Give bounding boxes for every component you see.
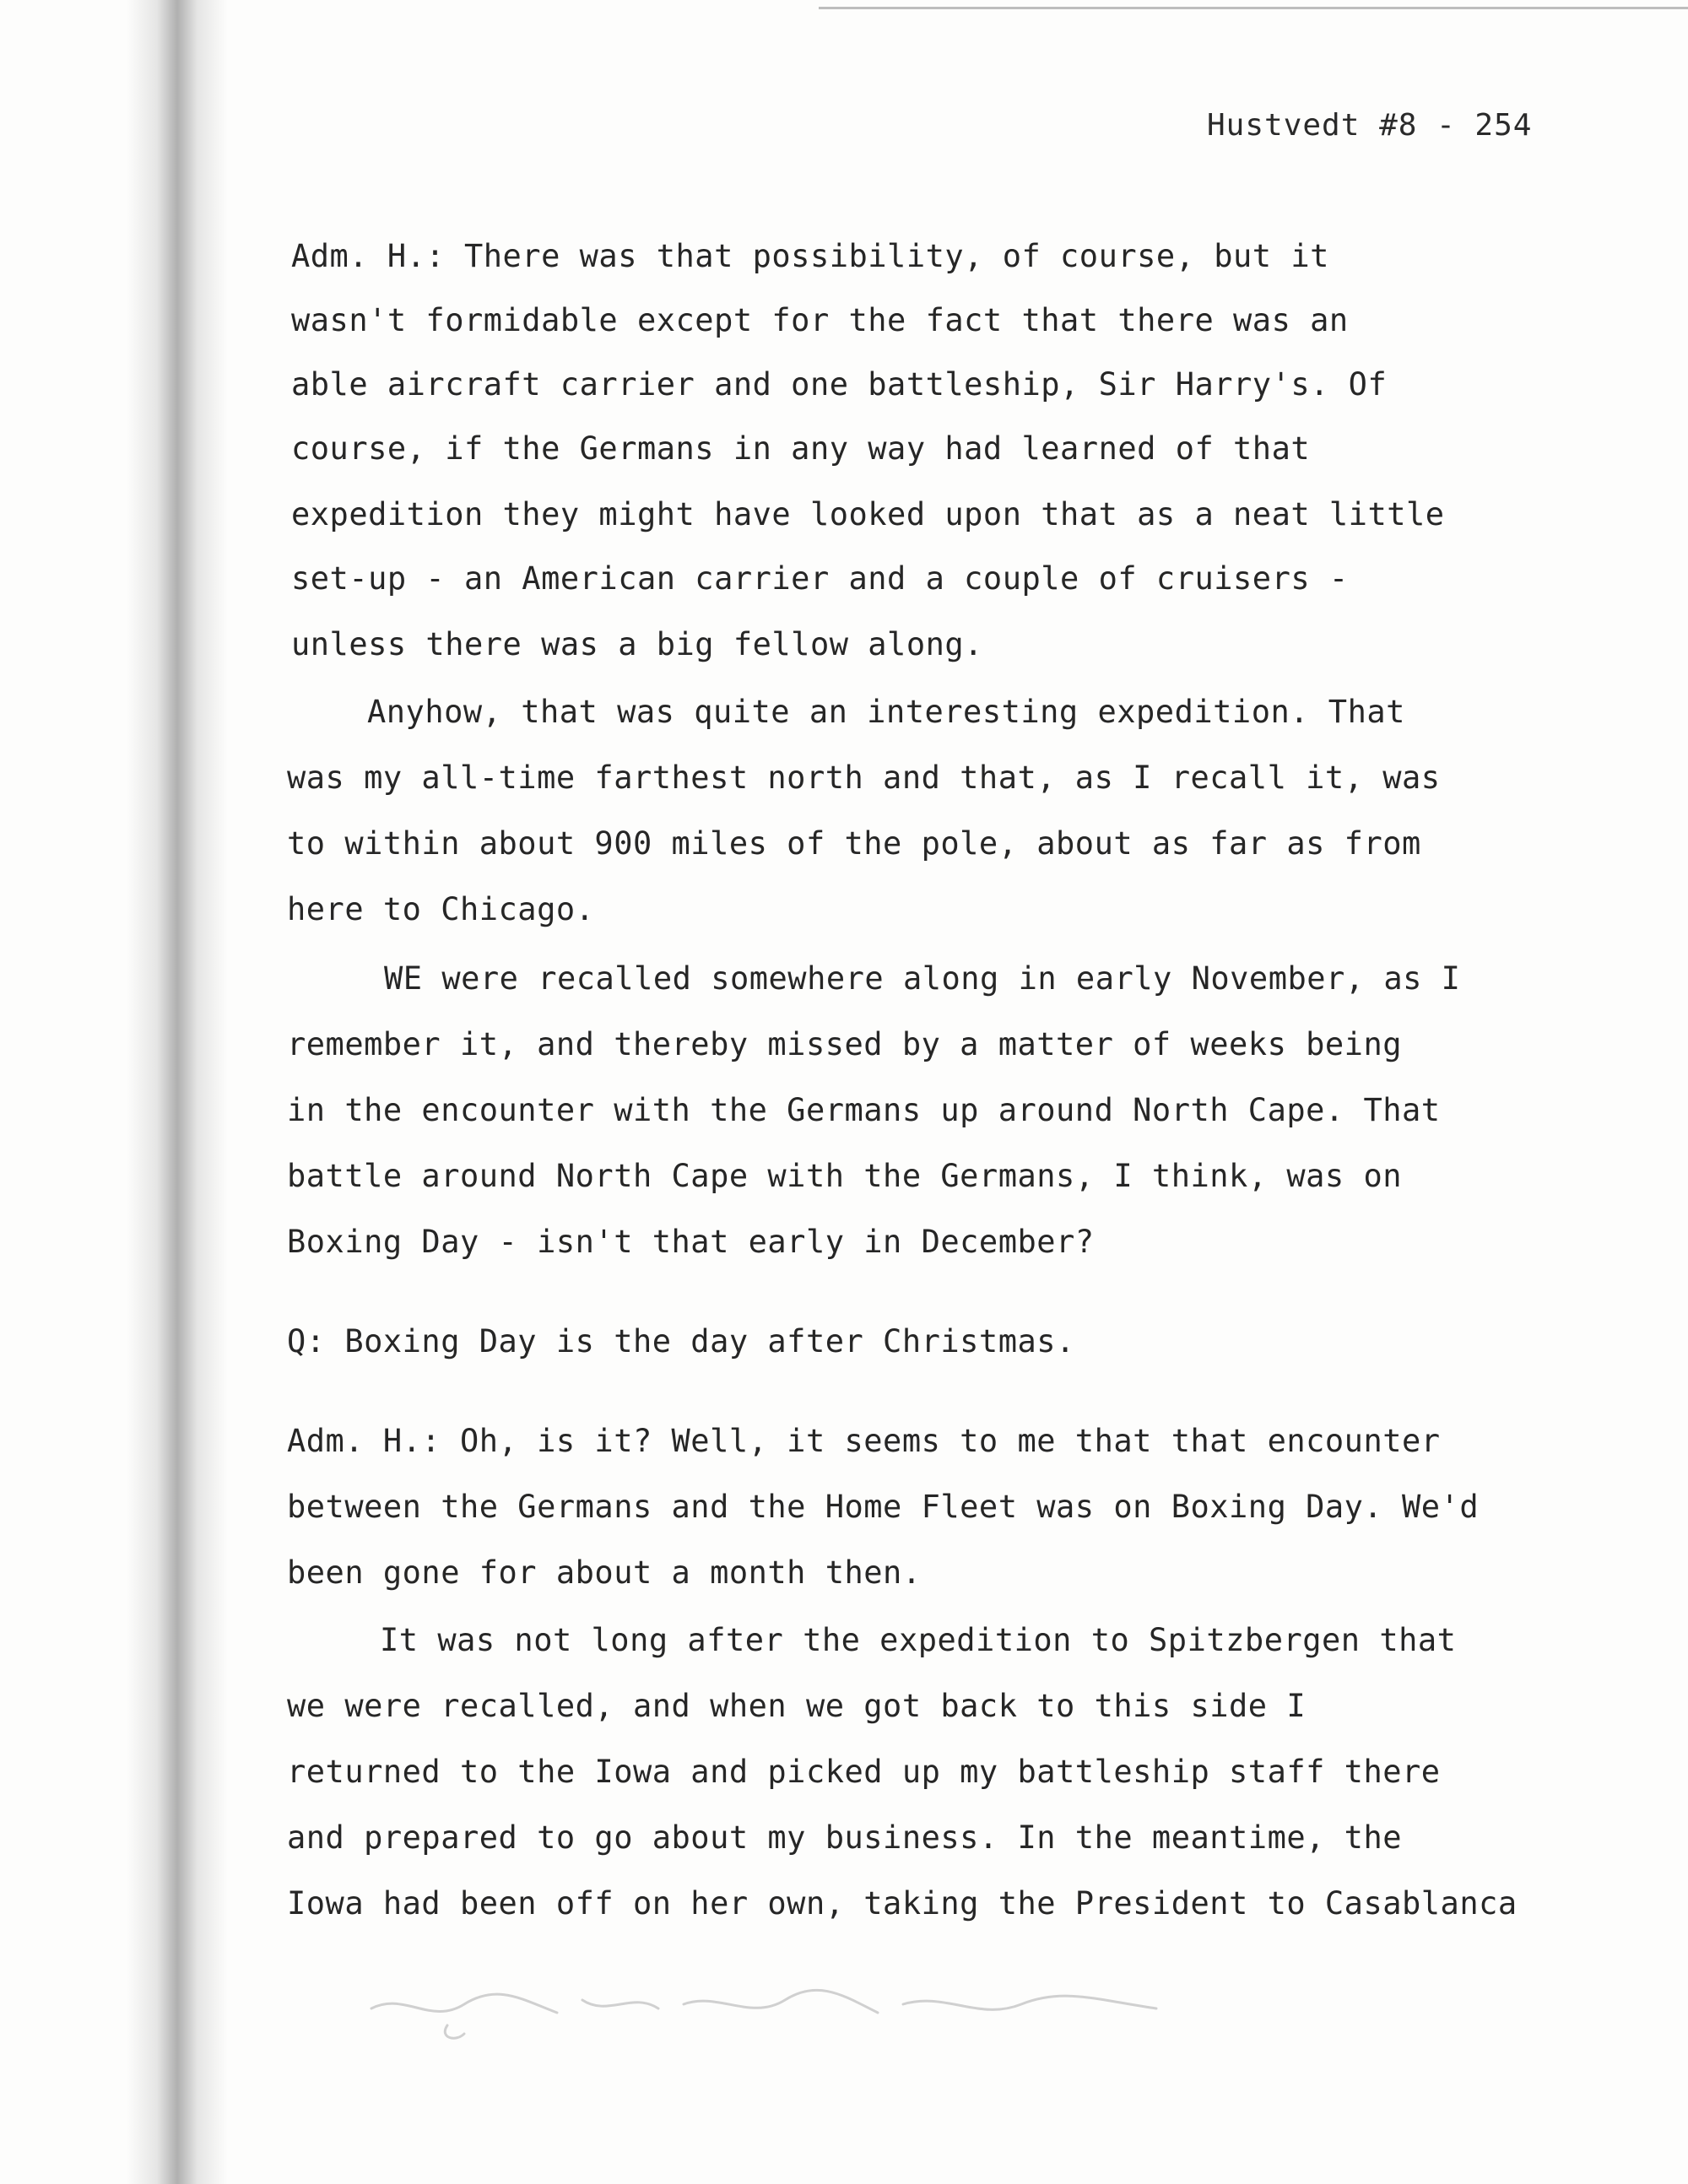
transcript-line: Adm. H.: There was that possibility, of course, but it [291, 238, 1329, 274]
transcript-line: returned to the Iowa and picked up my battleship staff there [287, 1754, 1441, 1790]
transcript-line: unless there was a big fellow along. [291, 626, 983, 662]
transcript-line: in the encounter with the Germans up around North Cape. That [287, 1092, 1441, 1128]
transcript-line: to within about 900 miles of the pole, about as far as from [287, 825, 1421, 862]
transcript-line: Adm. H.: Oh, is it? Well, it seems to me that that encounter [287, 1423, 1441, 1459]
transcript-line: here to Chicago. [287, 891, 595, 927]
transcript-line: and prepared to go about my business. In the meantime, the [287, 1819, 1403, 1856]
transcript-line: able aircraft carrier and one battleship, Sir Harry's. Of [291, 366, 1388, 403]
transcript-line: battle around North Cape with the Germans, I think, was on [287, 1158, 1403, 1194]
transcript-line: expedition they might have looked upon that as a neat little [291, 496, 1445, 532]
transcript-line: WE were recalled somewhere along in early November, as I [384, 960, 1461, 997]
transcript-line: between the Germans and the Home Fleet was on Boxing Day. We'd [287, 1489, 1480, 1525]
transcript-line: wasn't formidable except for the fact that there was an [291, 302, 1349, 338]
transcript-line: was my all-time farthest north and that, as I recall it, was [287, 760, 1441, 796]
transcript-line: Boxing Day - isn't that early in December? [287, 1224, 1095, 1260]
transcript-line: remember it, and thereby missed by a matter of weeks being [287, 1026, 1403, 1062]
binding-shadow [127, 0, 228, 2184]
transcript-line: set-up - an American carrier and a couple of cruisers - [291, 560, 1349, 597]
faint-handwritten-annotation [354, 1966, 1182, 2042]
transcript-line: Anyhow, that was quite an interesting expedition. That [367, 694, 1405, 730]
transcript-line: been gone for about a month then. [287, 1554, 922, 1591]
transcript-line: we were recalled, and when we got back to this side I [287, 1688, 1307, 1724]
transcript-line: Iowa had been off on her own, taking the President to Casablanca [287, 1885, 1518, 1922]
page-number-header: Hustvedt #8 - 254 [1207, 108, 1533, 143]
transcript-line: Q: Boxing Day is the day after Christmas. [287, 1323, 1075, 1360]
page-top-edge [819, 7, 1688, 9]
transcript-line: It was not long after the expedition to Spitzbergen that [380, 1622, 1457, 1658]
transcript-line: course, if the Germans in any way had learned of that [291, 430, 1311, 467]
